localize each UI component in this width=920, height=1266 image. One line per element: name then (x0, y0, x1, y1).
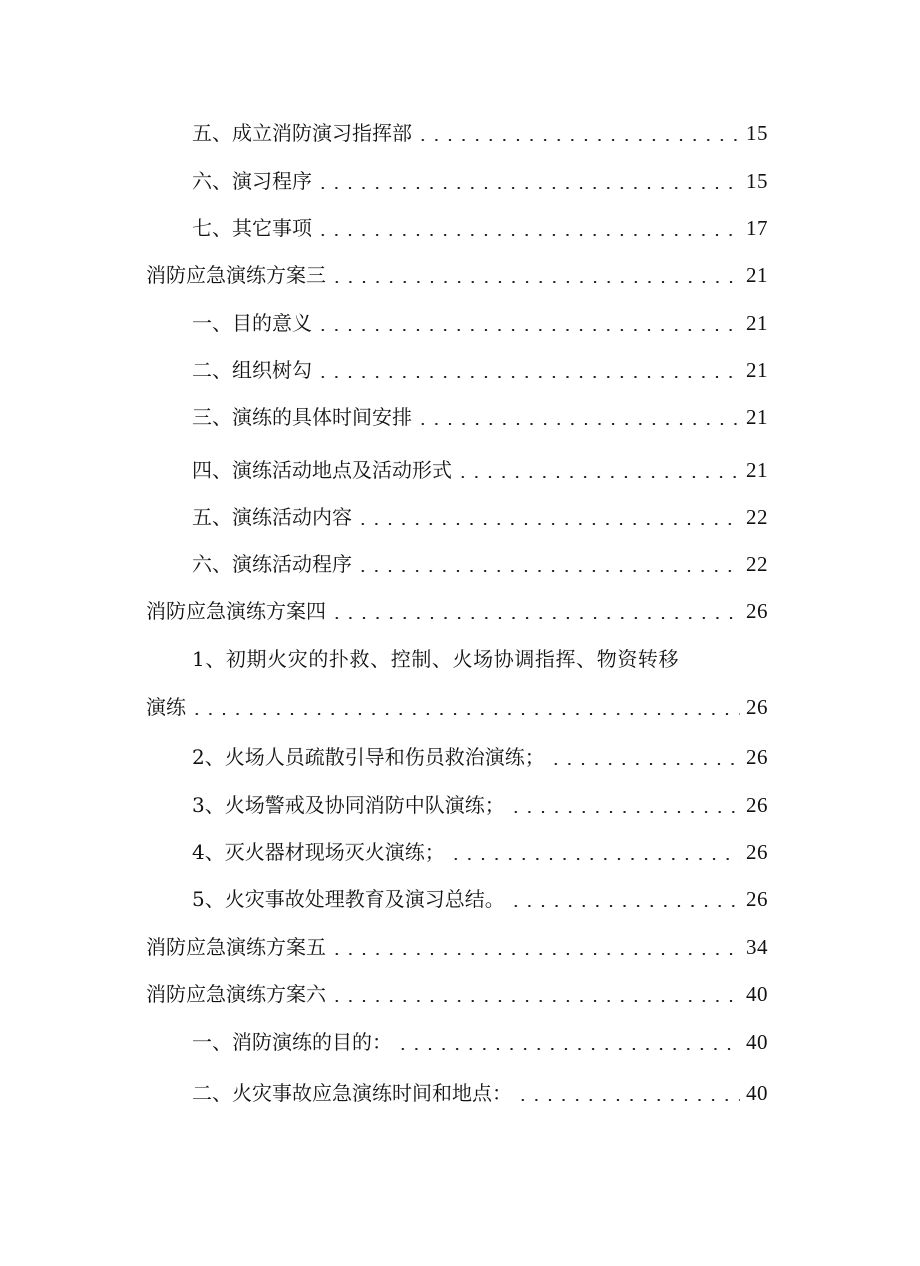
toc-dot-leader (356, 523, 740, 525)
toc-page-number: 21 (746, 405, 768, 429)
toc-entry[interactable] (192, 116, 768, 150)
toc-page-number: 15 (746, 121, 768, 145)
toc-dot-leader (190, 713, 740, 715)
toc-entry[interactable] (192, 788, 768, 822)
toc-entry[interactable] (192, 740, 768, 774)
toc-dot-leader (396, 1048, 740, 1050)
toc-dot-leader (316, 187, 740, 189)
toc-dot-leader (316, 234, 740, 236)
toc-entry-title: 七、其它事项 (192, 216, 312, 240)
toc-dot-leader (316, 376, 740, 378)
toc-entry[interactable] (192, 1076, 768, 1110)
toc-entry-chapter[interactable] (146, 594, 768, 628)
toc-page-number: 26 (746, 695, 768, 719)
toc-entry[interactable] (192, 164, 768, 198)
toc-dot-leader (330, 281, 740, 283)
toc-page-number: 21 (746, 358, 768, 382)
toc-entry-title: 消防应急演练方案五 (146, 935, 326, 959)
toc-dot-leader (549, 763, 740, 765)
toc-page-number: 40 (746, 1030, 768, 1054)
toc-entry-title: 二、组织树勾 (192, 358, 312, 382)
toc-dot-leader (416, 139, 740, 141)
toc-entry-title: 六、演练活动程序 (192, 552, 352, 576)
toc-entry[interactable] (192, 353, 768, 387)
toc-page-number: 40 (746, 1081, 768, 1105)
toc-page-number: 15 (746, 169, 768, 193)
toc-entry-title: 3、火场警戒及协同消防中队演练； (192, 793, 505, 817)
toc-dot-leader (330, 617, 740, 619)
toc-page-number: 21 (746, 458, 768, 482)
toc-dot-leader (330, 1000, 740, 1002)
toc-entry[interactable] (192, 306, 768, 340)
toc-entry-title: 5、火灾事故处理教育及演习总结。 (192, 887, 505, 911)
toc-entry-chapter[interactable] (146, 977, 768, 1011)
toc-dot-leader (330, 953, 740, 955)
toc-entry-title-line2: 演练 (146, 695, 186, 719)
toc-page-number: 26 (746, 887, 768, 911)
toc-entry-title: 消防应急演练方案四 (146, 599, 326, 623)
toc-page-number: 40 (746, 982, 768, 1006)
toc-entry-title: 2、火场人员疏散引导和伤员救治演练； (192, 745, 545, 769)
toc-dot-leader (509, 905, 740, 907)
toc-entry-title: 五、成立消防演习指挥部 (192, 121, 412, 145)
toc-dot-leader (516, 1099, 740, 1101)
toc-entry[interactable] (192, 547, 768, 581)
toc-entry-title: 二、火灾事故应急演练时间和地点： (192, 1081, 512, 1105)
toc-page-number: 26 (746, 745, 768, 769)
toc-page-number: 22 (746, 552, 768, 576)
toc-entry-title: 一、目的意义 (192, 311, 312, 335)
toc-entry[interactable] (192, 211, 768, 245)
toc-page-number: 26 (746, 793, 768, 817)
toc-dot-leader (416, 423, 740, 425)
toc-dot-leader (449, 858, 740, 860)
toc-entry[interactable] (192, 453, 768, 487)
toc-entry-title: 消防应急演练方案三 (146, 263, 326, 287)
toc-entry-title: 三、演练的具体时间安排 (192, 405, 412, 429)
toc-entry[interactable] (146, 690, 768, 724)
toc-page-number: 34 (746, 935, 768, 959)
toc-entry-chapter[interactable] (146, 258, 768, 292)
toc-dot-leader (456, 476, 740, 478)
toc-entry[interactable] (192, 400, 768, 434)
toc-page-number: 26 (746, 599, 768, 623)
toc-entry-title: 4、灭火器材现场灭火演练； (192, 840, 445, 864)
toc-dot-leader (356, 570, 740, 572)
toc-page-number: 21 (746, 311, 768, 335)
toc-dot-leader (316, 329, 740, 331)
toc-entry-chapter[interactable] (146, 930, 768, 964)
toc-page-number: 22 (746, 505, 768, 529)
toc-entry[interactable] (192, 1025, 768, 1059)
toc-page-number: 26 (746, 840, 768, 864)
toc-page-number: 21 (746, 263, 768, 287)
toc-entry-title-line1[interactable]: 1、初期火灾的扑救、控制、火场协调指挥、物资转移 (192, 647, 680, 671)
toc-entry-title: 一、消防演练的目的： (192, 1030, 392, 1054)
toc-entry[interactable] (192, 882, 768, 916)
toc-entry-title: 四、演练活动地点及活动形式 (192, 458, 452, 482)
toc-entry-title: 五、演练活动内容 (192, 505, 352, 529)
toc-entry-title: 六、演习程序 (192, 169, 312, 193)
toc-entry-title: 消防应急演练方案六 (146, 982, 326, 1006)
toc-page-number: 17 (746, 216, 768, 240)
toc-dot-leader (509, 811, 740, 813)
toc-entry[interactable] (192, 835, 768, 869)
toc-entry[interactable] (192, 500, 768, 534)
